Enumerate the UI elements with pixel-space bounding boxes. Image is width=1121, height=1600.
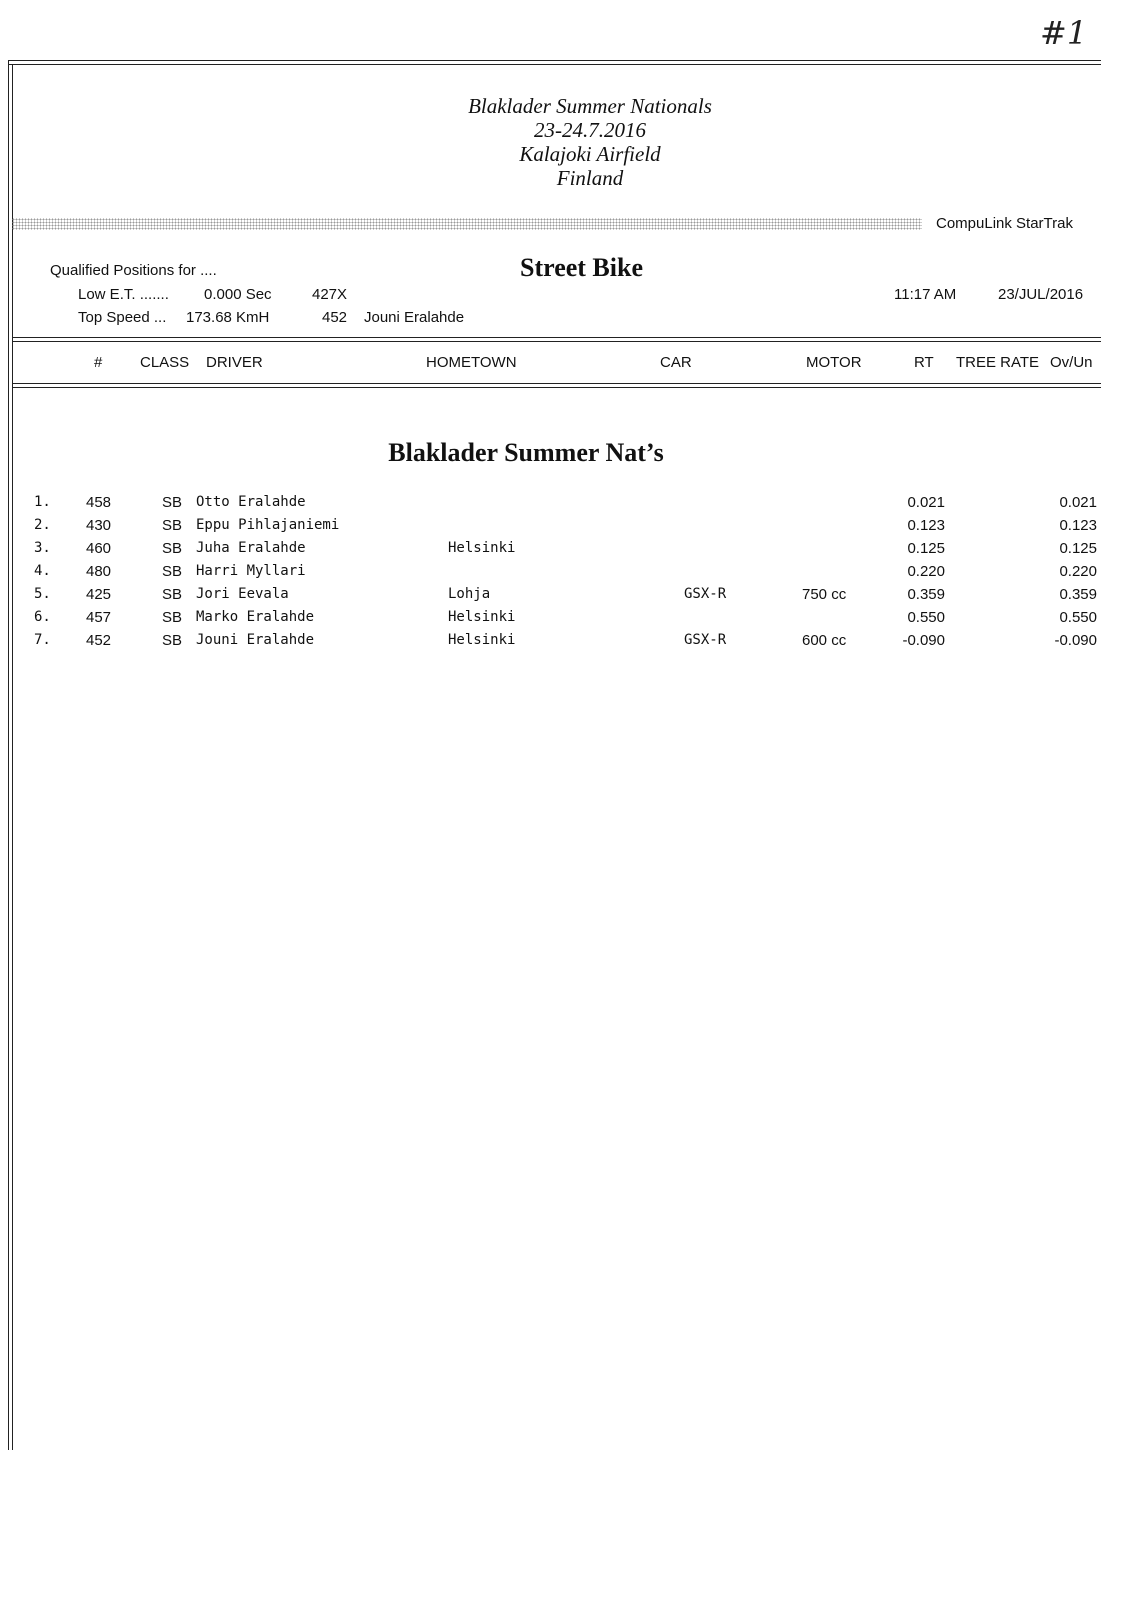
hometown: Helsinki [448,632,516,648]
reaction-time: 0.125 [907,540,945,557]
over-under: 0.220 [1059,563,1097,580]
hometown: Lohja [448,586,491,602]
class: SB [162,563,183,580]
driver: Otto Eralahde [196,494,306,510]
hometown: Helsinki [448,609,516,625]
dotted-separator [12,218,922,230]
driver: Juha Eralahde [196,540,306,556]
over-under: -0.090 [1054,632,1097,649]
frame-border-top [8,60,1101,61]
table-row [0,563,1121,586]
software-label: CompuLink StarTrak [936,215,1073,232]
col-motor: MOTOR [806,354,862,371]
position: 5. [34,586,51,602]
motor: 600 cc [802,632,847,649]
class: SB [162,586,183,603]
frame-border-left [8,60,9,1450]
reaction-time: 0.359 [907,586,945,603]
top-speed-car: 452 [322,309,348,326]
col-class: CLASS [140,354,190,371]
low-et-label: Low E.T. ....... [78,286,169,303]
event-header [0,94,1121,190]
class: SB [162,609,183,626]
table-row [0,517,1121,540]
over-under: 0.550 [1059,609,1097,626]
col-ovun: Ov/Un [1050,354,1093,371]
reaction-time: 0.550 [907,609,945,626]
over-under: 0.359 [1059,586,1097,603]
car-number: 458 [86,494,112,511]
car: GSX-R [684,632,727,648]
driver: Jori Eevala [196,586,289,602]
driver: Jouni Eralahde [196,632,315,648]
over-under: 0.125 [1059,540,1097,557]
position: 3. [34,540,51,556]
class: SB [162,540,183,557]
class-title: Street Bike [520,253,643,282]
col-num: # [94,354,103,371]
top-speed-value: 173.68 KmH [186,309,270,326]
low-et-value: 0.000 Sec [204,286,272,303]
car-number: 452 [86,632,112,649]
over-under: 0.021 [1059,494,1097,511]
position: 7. [34,632,51,648]
top-speed-label: Top Speed ... [78,309,167,326]
driver: Eppu Pihlajaniemi [196,517,340,533]
event-name: Blaklader Summer Nationals [468,94,712,118]
col-tree-rate: TREE RATE [956,354,1040,371]
section-title: Blaklader Summer Nat’s [388,438,664,467]
position: 4. [34,563,51,579]
header-rule-bottom-inner [12,387,1101,388]
car-number: 460 [86,540,112,557]
qualified-label: Qualified Positions for .... [50,262,217,279]
car-number: 425 [86,586,112,603]
driver: Marko Eralahde [196,609,315,625]
position: 6. [34,609,51,625]
class: SB [162,517,183,534]
table-row [0,494,1121,517]
hometown: Helsinki [448,540,516,556]
reaction-time: -0.090 [902,632,945,649]
event-venue: Kalajoki Airfield [519,142,661,166]
class: SB [162,632,183,649]
position: 1. [34,494,51,510]
col-driver: DRIVER [206,354,263,371]
reaction-time: 0.220 [907,563,945,580]
table-row [0,632,1121,655]
reaction-time: 0.123 [907,517,945,534]
reaction-time: 0.021 [907,494,945,511]
col-rt: RT [914,354,934,371]
event-dates: 23-24.7.2016 [534,118,646,142]
top-speed-driver: Jouni Eralahde [364,309,465,326]
header-rule-bottom [12,383,1101,384]
col-hometown: HOMETOWN [426,354,517,371]
frame-border-top-inner [8,64,1101,65]
table-row [0,609,1121,632]
class: SB [162,494,183,511]
table-row [0,586,1121,609]
report-date: 23/JUL/2016 [998,286,1084,303]
low-et-car: 427X [312,286,348,303]
frame-border-left-inner [12,64,13,1450]
table-row [0,540,1121,563]
position: 2. [34,517,51,533]
motor: 750 cc [802,586,847,603]
car-number: 480 [86,563,112,580]
event-country: Finland [556,166,624,190]
car: GSX-R [684,586,727,602]
handwritten-page-number: #1 [1040,14,1088,52]
col-car: CAR [660,354,692,371]
car-number: 430 [86,517,112,534]
report-time: 11:17 AM [894,286,957,303]
header-rule-top [12,337,1101,338]
over-under: 0.123 [1059,517,1097,534]
header-rule-top-inner [12,341,1101,342]
driver: Harri Myllari [196,563,306,579]
car-number: 457 [86,609,112,626]
